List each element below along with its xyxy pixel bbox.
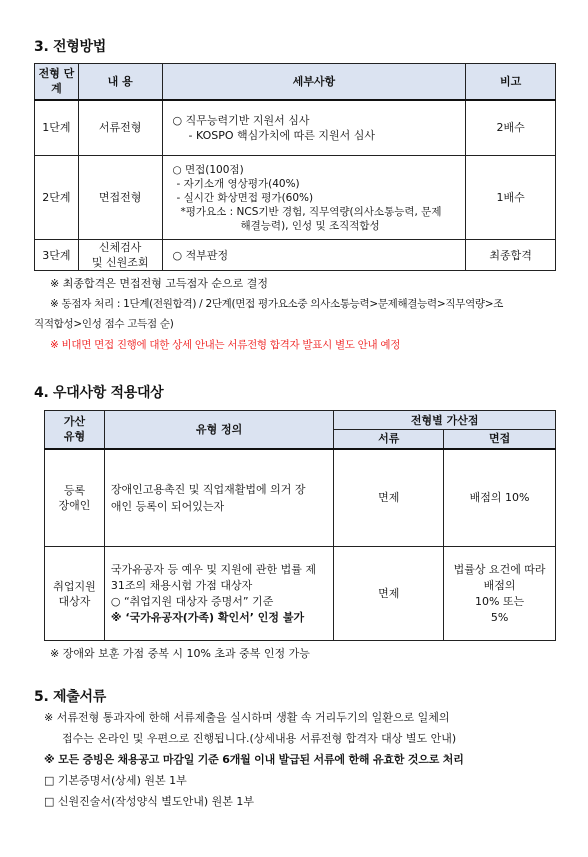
preference-table	[44, 410, 556, 641]
note-tie-break-cont: 직적합성>인성 점수 고득점 순)	[34, 318, 174, 330]
section4-title: 4. 우대사항 적용대상	[34, 385, 164, 401]
header-interview: 면접	[444, 430, 556, 449]
note-online-interview: ※ 비대면 면접 진행에 대한 상세 안내는 서류전형 합격자 발표시 별도 안내 예정	[50, 339, 401, 351]
note-cell: 2배수	[466, 100, 556, 156]
note-cell: 최종합격	[466, 240, 556, 271]
note-tie-break: ※ 동점자 처리 : 1단계(전원합격) / 2단계(면접 평가요소중 의사소통능력>문제해결능력>직무역량>조	[50, 298, 504, 310]
header-stage: 전형 단계	[35, 64, 79, 100]
selection-method-table	[34, 63, 556, 271]
header-details: 세부사항	[162, 64, 466, 100]
doc-notice-line1: ※ 서류전형 통과자에 한해 서류제출을 실시하며 생활 속 거리두기의 일환으로 일체의	[44, 711, 450, 724]
table-row	[35, 156, 556, 240]
content-cell: 서류전형	[78, 100, 162, 156]
header-doc: 서류	[334, 430, 444, 449]
details-cell: ○ 면접(100점) - 자기소개 영상평가(40%) - 실시간 화상면접 평가(60%) *평가요소 : NCS기반 경험, 직무역량(의사소통능력, 문제 해결능력), 인성 및 조직적합성	[162, 156, 466, 240]
definition-cell: 국가유공자 등 예우 및 지원에 관한 법률 제 31조의 채용시험 가점 대상자 ○ “취업지원 대상자 증명서” 기준 ※ ‘국가유공자(가족) 확인서’ 인정 불가	[104, 547, 334, 641]
doc-cell: 면제	[334, 449, 444, 547]
type-cell: 취업지원 대상자	[45, 547, 105, 641]
table-row	[45, 547, 556, 641]
stage-cell: 3단계	[35, 240, 79, 271]
section5-title: 5. 제출서류	[34, 689, 106, 705]
content-cell: 신체검사 및 신원조회	[78, 240, 162, 271]
interview-cell: 법률상 요건에 따라 배점의 10% 또는 5%	[444, 547, 556, 641]
header-content: 내 용	[78, 64, 162, 100]
definition-cell: 장애인고용촉진 및 직업재활법에 의거 장 애인 등록이 되어있는자	[104, 449, 334, 547]
doc-notice-line2: 접수는 온라인 및 우편으로 진행됩니다.(상세내용 서류전형 합격자 대상 별도 안내)	[62, 732, 457, 745]
doc-validity-notice: ※ 모든 증빙은 채용공고 마감일 기준 6개월 이내 발급된 서류에 한해 유효한 것으로 처리	[44, 753, 464, 766]
interview-cell: 배점의 10%	[444, 449, 556, 547]
type-cell: 등록 장애인	[45, 449, 105, 547]
section3-title: 3. 전형방법	[34, 39, 106, 55]
table-row	[45, 449, 556, 547]
doc-cell: 면제	[334, 547, 444, 641]
doc-item-identity-statement: □ 신원진술서(작성양식 별도안내) 원본 1부	[44, 795, 254, 808]
table-row	[35, 240, 556, 271]
stage-cell: 2단계	[35, 156, 79, 240]
details-cell: ○ 직무능력기반 지원서 심사 - KOSPO 핵심가치에 따른 지원서 심사	[162, 100, 466, 156]
doc-item-basic-certificate: □ 기본증명서(상세) 원본 1부	[44, 774, 187, 787]
header-bonus: 전형별 가산점	[334, 411, 556, 430]
stage-cell: 1단계	[35, 100, 79, 156]
content-cell: 면접전형	[78, 156, 162, 240]
table-row	[35, 100, 556, 156]
details-cell: ○ 적부판정	[162, 240, 466, 271]
note-duplicate: ※ 장애와 보훈 가점 중복 시 10% 초과 중복 인정 가능	[50, 647, 310, 660]
note-final-pass: ※ 최종합격은 면접전형 고득점자 순으로 결정	[50, 277, 268, 290]
note-cell: 1배수	[466, 156, 556, 240]
header-definition: 유형 정의	[104, 411, 334, 449]
header-note: 비고	[466, 64, 556, 100]
header-type: 가산 유형	[45, 411, 105, 449]
